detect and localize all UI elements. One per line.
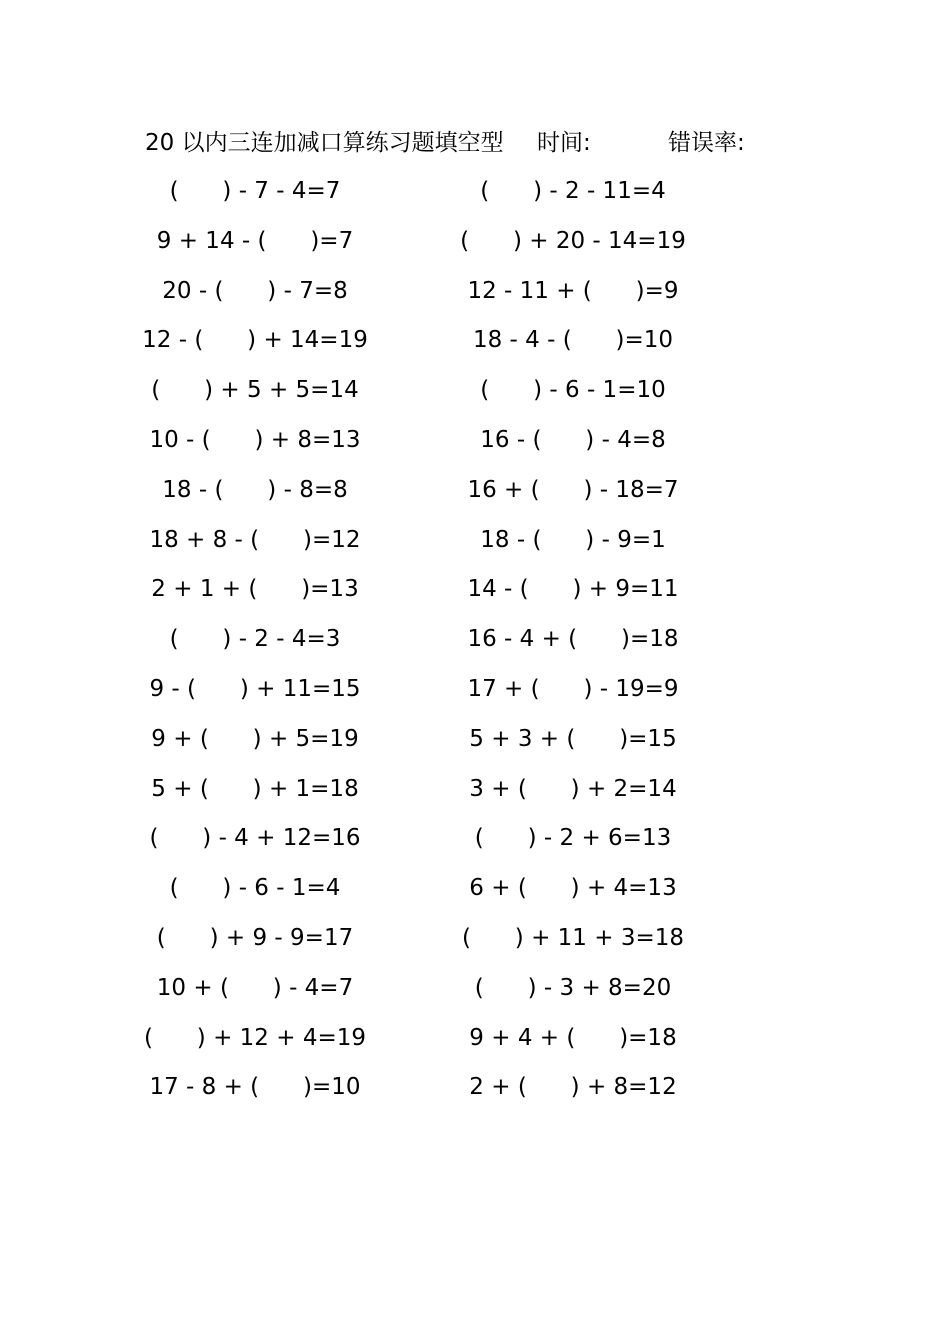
problem-left: 5 + ( ) + 1=18 (151, 775, 359, 802)
problem-right: 12 - 11 + ( )=9 (467, 277, 679, 304)
problem-right: 9 + 4 + ( )=18 (469, 1024, 677, 1051)
problem-row (0, 272, 950, 322)
problem-row (0, 620, 950, 670)
problem-row (0, 521, 950, 571)
problem-row (0, 770, 950, 820)
problem-left: 12 - ( ) + 14=19 (142, 327, 368, 354)
problem-row (0, 1019, 950, 1069)
problem-right: 5 + 3 + ( )=15 (469, 725, 677, 752)
problem-row (0, 869, 950, 919)
time-label: 时间: (537, 130, 591, 156)
problem-left: ( ) - 7 - 4=7 (169, 178, 341, 204)
problem-right: ( ) - 2 - 11=4 (480, 178, 666, 204)
problem-row (0, 919, 950, 969)
problem-row (0, 172, 950, 222)
problem-left: 2 + 1 + ( )=13 (151, 576, 359, 603)
worksheet-title: 20 以内三连加减口算练习题填空型 (145, 130, 504, 156)
problem-row (0, 321, 950, 371)
problem-row (0, 1068, 950, 1118)
problem-right: 18 - ( ) - 9=1 (480, 526, 666, 553)
problem-left: ( ) + 12 + 4=19 (143, 1024, 367, 1051)
problem-left: 10 - ( ) + 8=13 (149, 426, 361, 453)
problem-row (0, 371, 950, 421)
problem-left: 18 + 8 - ( )=12 (149, 526, 361, 553)
problem-row (0, 570, 950, 620)
error-rate-label: 错误率: (668, 130, 745, 156)
problem-left: ( ) - 2 - 4=3 (169, 626, 341, 653)
problem-right: ( ) + 11 + 3=18 (461, 924, 685, 951)
problem-right: 17 + ( ) - 19=9 (467, 675, 679, 702)
problem-row (0, 421, 950, 471)
problem-right: ( ) + 20 - 14=19 (460, 227, 686, 254)
problem-right: 16 - 4 + ( )=18 (467, 626, 679, 653)
problem-left: 9 + ( ) + 5=19 (151, 725, 359, 752)
problem-row (0, 222, 950, 272)
problem-left: 18 - ( ) - 8=8 (162, 476, 348, 503)
problem-right: 6 + ( ) + 4=13 (469, 875, 677, 902)
problem-left: 10 + ( ) - 4=7 (156, 974, 354, 1001)
problem-left: 20 - ( ) - 7=8 (162, 277, 348, 304)
problem-row (0, 720, 950, 770)
problem-right: 16 - ( ) - 4=8 (480, 426, 666, 453)
problem-right: 14 - ( ) + 9=11 (467, 576, 679, 603)
problem-row (0, 969, 950, 1019)
problem-list (0, 172, 950, 1118)
problem-right: 18 - 4 - ( )=10 (472, 327, 674, 354)
problem-right: 16 + ( ) - 18=7 (467, 476, 679, 503)
problem-left: 9 + 14 - ( )=7 (156, 227, 354, 254)
problem-left: 9 - ( ) + 11=15 (149, 675, 361, 702)
problem-row (0, 471, 950, 521)
problem-left: ( ) + 9 - 9=17 (156, 924, 354, 951)
problem-right: ( ) - 2 + 6=13 (474, 825, 672, 852)
problem-right: ( ) - 6 - 1=10 (480, 377, 666, 404)
problem-left: 17 - 8 + ( )=10 (149, 1074, 361, 1101)
problem-left: ( ) + 5 + 5=14 (151, 377, 359, 404)
problem-row (0, 819, 950, 869)
problem-left: ( ) - 4 + 12=16 (149, 825, 361, 852)
problem-right: 3 + ( ) + 2=14 (469, 775, 677, 802)
problem-right: 2 + ( ) + 8=12 (469, 1074, 677, 1101)
problem-row (0, 670, 950, 720)
worksheet-header (145, 126, 785, 160)
problem-right: ( ) - 3 + 8=20 (474, 974, 672, 1001)
problem-left: ( ) - 6 - 1=4 (169, 875, 341, 902)
